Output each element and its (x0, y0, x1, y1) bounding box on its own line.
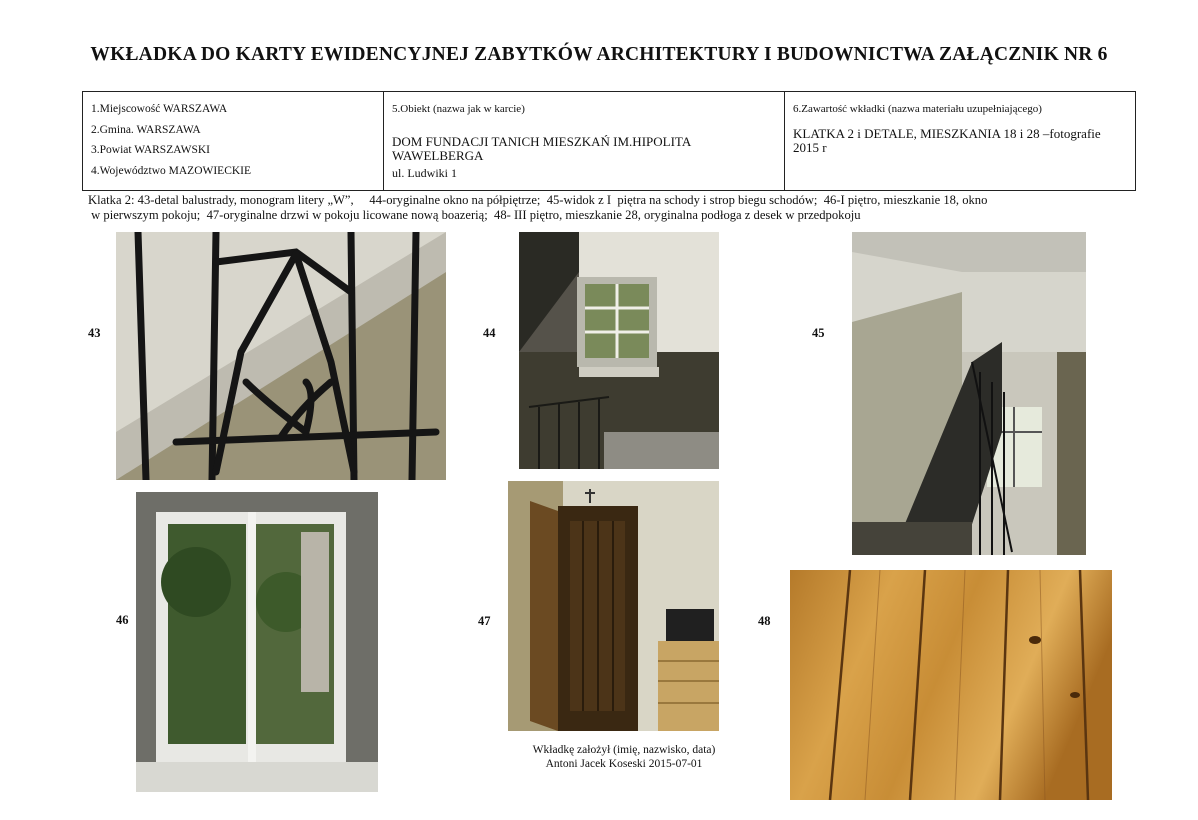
caption-line-2: w pierwszym pokoju; 47-oryginalne drzwi w pokoju licowane nową boazerią; 48- III piętro, mieszkanie 28, oryginalna podłoga z desek w przedpokoju (88, 208, 861, 222)
photo-44-landing-window (519, 232, 719, 469)
caption-line-1: Klatka 2: 43-detal balustrady, monogram litery „W”, 44-oryginalne okno na półpiętrze; 45-widok z I piętra na schody i strop biegu schodów; 46-I piętro, mieszkanie 18, okno (88, 193, 988, 207)
content-heading: 6.Zawartość wkładki (nazwa materiału uzupełniającego) (793, 103, 1042, 115)
photo-number-45: 45 (812, 326, 825, 340)
voivodeship-field: 4.Województwo MAZOWIECKIE (91, 164, 252, 177)
photo-47-paneled-door (508, 481, 719, 731)
object-address: ul. Ludwiki 1 (392, 166, 457, 180)
object-heading: 5.Obiekt (nazwa jak w karcie) (392, 103, 525, 115)
photo-number-43: 43 (88, 326, 101, 340)
locality-field: 1.Miejscowość WARSZAWA (91, 103, 228, 115)
photo-caption (88, 193, 1148, 223)
photo-number-44: 44 (483, 326, 496, 340)
footer-author-label: Wkładkę założył (imię, nazwisko, data) (532, 744, 716, 756)
photo-number-46: 46 (116, 613, 129, 627)
page-title: WKŁADKA DO KARTY EWIDENCYJNEJ ZABYTKÓW ARCHITEKTURY I BUDOWNICTWA ZAŁĄCZNIK NR 6 (90, 44, 1108, 65)
footer-author-value: Antoni Jacek Koseski 2015-07-01 (545, 758, 703, 770)
content-cell (785, 92, 1135, 190)
photo-43-balustrade (116, 232, 446, 480)
photo-number-48: 48 (758, 614, 771, 628)
info-table (82, 91, 1136, 191)
photo-number-47: 47 (478, 614, 491, 628)
commune-field: 2.Gmina. WARSZAWA (91, 123, 201, 136)
footer-signature (494, 743, 754, 771)
district-field: 3.Powiat WARSZAWSKI (91, 144, 210, 156)
object-name: DOM FUNDACJI TANICH MIESZKAŃ IM.HIPOLITA WAWELBERGA (392, 134, 691, 163)
photo-46-apartment-window (136, 492, 378, 792)
photo-45-staircase (852, 232, 1086, 555)
photo-48-wood-floor (790, 570, 1112, 800)
location-cell (83, 92, 384, 190)
content-value: KLATKA 2 i DETALE, MIESZKANIA 18 i 28 –fotografie 2015 r (793, 126, 1101, 155)
object-cell (384, 92, 785, 190)
